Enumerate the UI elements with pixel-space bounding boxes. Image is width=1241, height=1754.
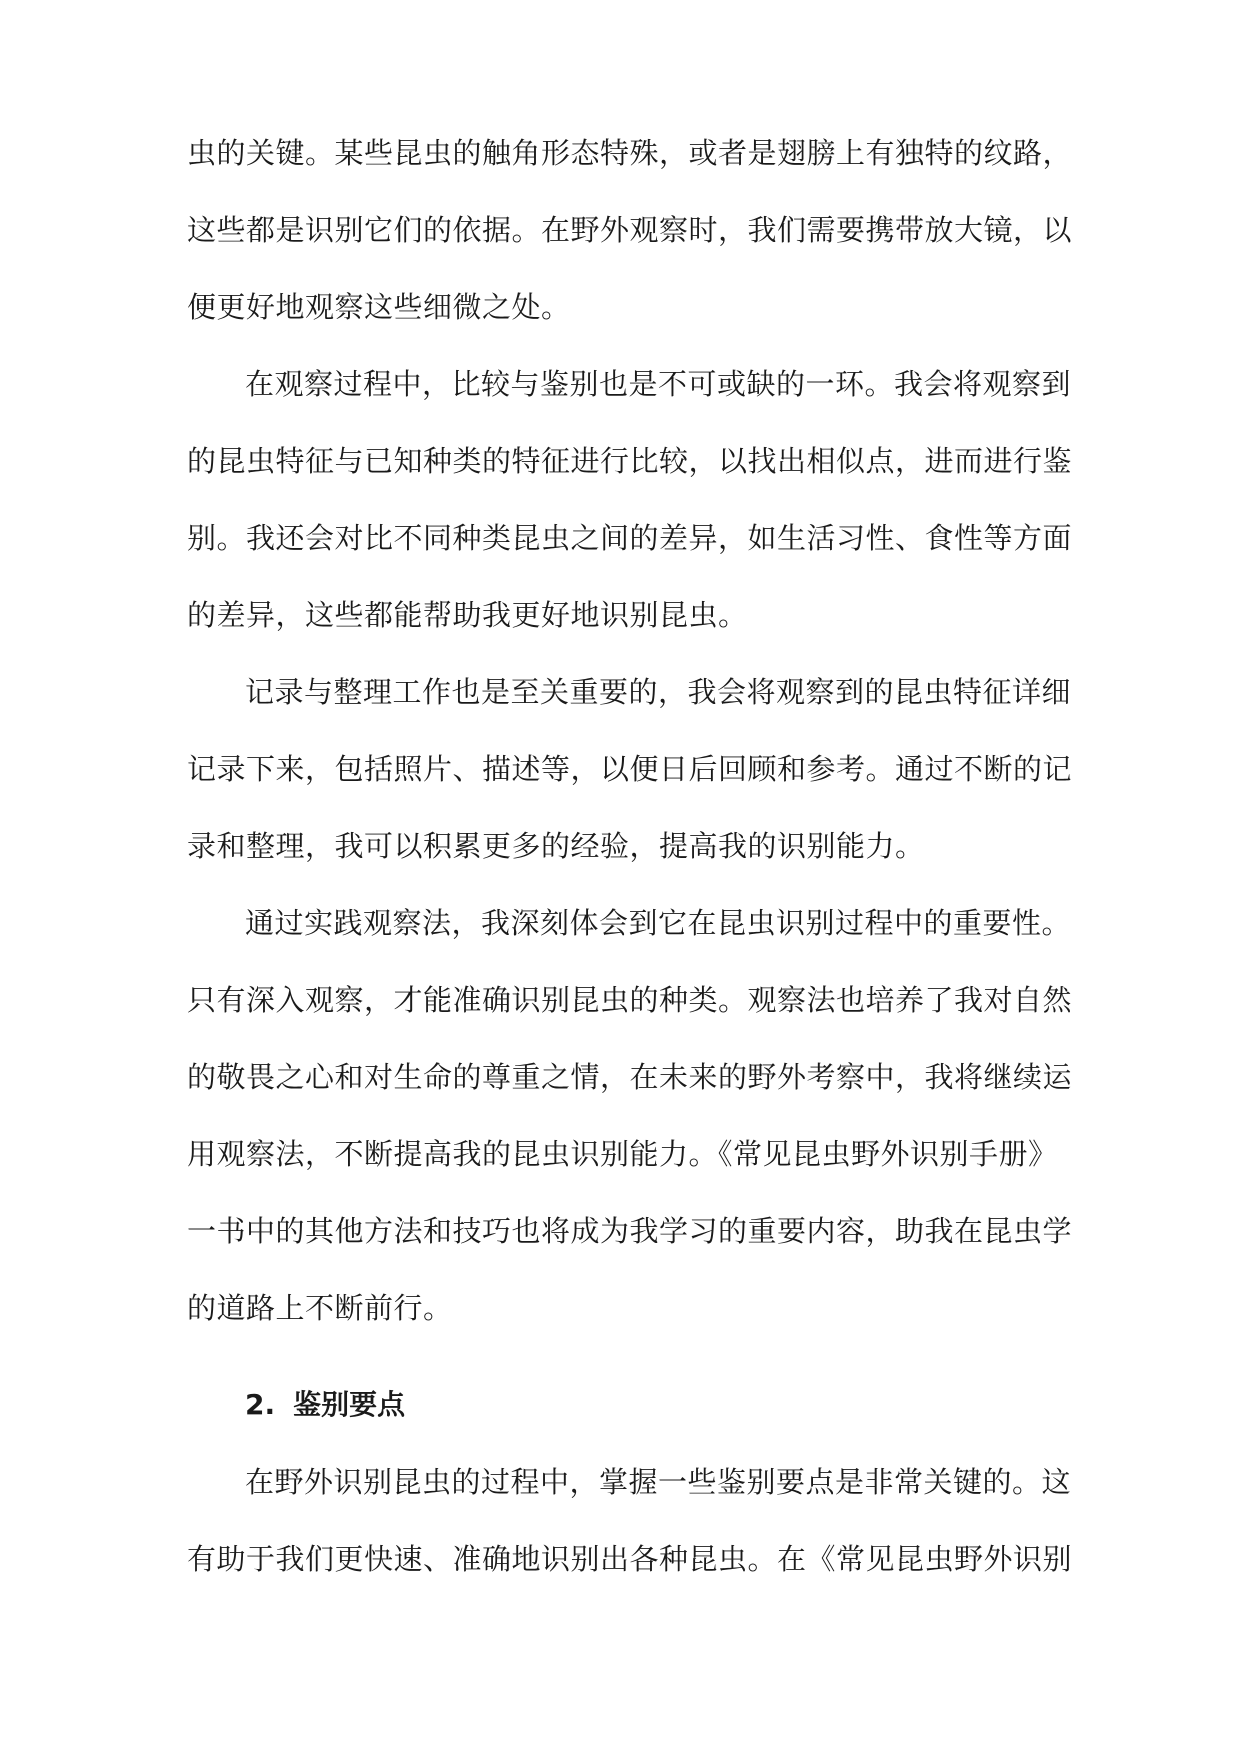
- body-text-line: 用观察法，不断提高我的昆虫识别能力。《常见昆虫野外识别手册》: [187, 1137, 1058, 1171]
- body-text-line: 的差异，这些都能帮助我更好地识别昆虫。: [187, 598, 748, 632]
- section-heading-number: 2.: [245, 1388, 276, 1421]
- body-text-line: 有助于我们更快速、准确地识别出各种昆虫。在《常见昆虫野外识别: [187, 1542, 1073, 1576]
- paragraph-first-line: 通过实践观察法，我深刻体会到它在昆虫识别过程中的重要性。: [245, 906, 1072, 940]
- body-text-line: 这些都是识别它们的依据。在野外观察时，我们需要携带放大镜，以: [187, 213, 1073, 247]
- body-text-line: 虫的关键。某些昆虫的触角形态特殊，或者是翅膀上有独特的纹路，: [187, 136, 1073, 170]
- body-text-line: 录和整理，我可以积累更多的经验，提高我的识别能力。: [187, 829, 925, 863]
- body-text-line: 一书中的其他方法和技巧也将成为我学习的重要内容，助我在昆虫学: [187, 1214, 1073, 1248]
- section-heading-title: 鉴别要点: [293, 1388, 406, 1421]
- paragraph-first-line: 记录与整理工作也是至关重要的，我会将观察到的昆虫特征详细: [245, 675, 1072, 709]
- body-text-line: 便更好地观察这些细微之处。: [187, 290, 571, 324]
- body-text-line: 记录下来，包括照片、描述等，以便日后回顾和参考。通过不断的记: [187, 752, 1073, 786]
- section-heading: [245, 1385, 405, 1425]
- body-text-line: 的道路上不断前行。: [187, 1291, 453, 1325]
- paragraph-first-line: 在野外识别昆虫的过程中，掌握一些鉴别要点是非常关键的。这: [245, 1465, 1072, 1499]
- body-text-line: 的昆虫特征与已知种类的特征进行比较，以找出相似点，进而进行鉴: [187, 444, 1073, 478]
- body-text-line: 只有深入观察，才能准确识别昆虫的种类。观察法也培养了我对自然: [187, 983, 1073, 1017]
- body-text-line: 别。我还会对比不同种类昆虫之间的差异，如生活习性、食性等方面: [187, 521, 1073, 555]
- paragraph-first-line: 在观察过程中，比较与鉴别也是不可或缺的一环。我会将观察到: [245, 367, 1072, 401]
- body-text-line: 的敬畏之心和对生命的尊重之情，在未来的野外考察中，我将继续运: [187, 1060, 1073, 1094]
